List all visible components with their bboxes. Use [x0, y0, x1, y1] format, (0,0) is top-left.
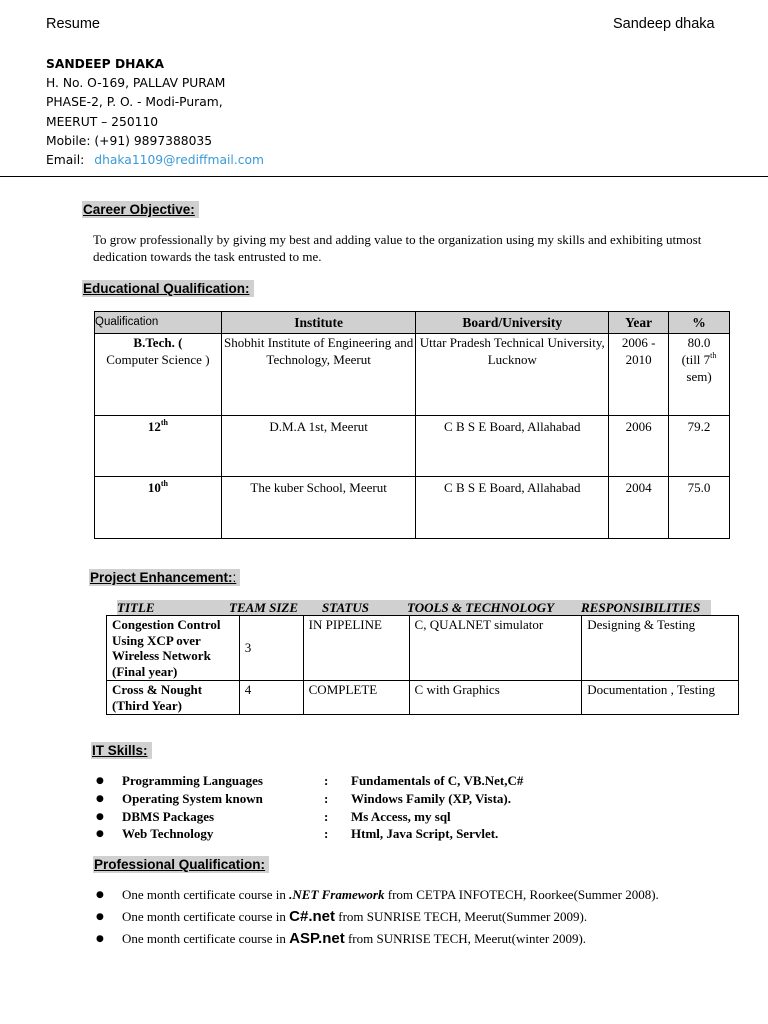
course-prefix: One month certificate course in — [122, 887, 290, 902]
cell-title: Cross & Nought (Third Year) — [107, 681, 240, 715]
education-header-row — [95, 312, 730, 334]
col-board: Board/University — [416, 312, 609, 334]
cell-status: IN PIPELINE — [303, 616, 409, 681]
cell-qualification — [95, 334, 222, 416]
qualification-sup: th — [160, 418, 168, 427]
qualification-line-1: B.Tech. ( — [133, 335, 183, 350]
cell-team-size: 4 — [239, 681, 303, 715]
skill-value: Ms Access, my sql — [351, 808, 451, 824]
skill-colon: : — [324, 773, 329, 788]
course-suffix: from SUNRISE TECH, Meerut(Summer 2009). — [334, 909, 588, 924]
cell-title: Congestion Control Using XCP over Wireless Network (Final year) — [107, 616, 240, 681]
address-line-1: H. No. O-169, PALLAV PURAM — [46, 76, 226, 91]
education-heading: Educational Qualification: — [82, 280, 254, 297]
contact-name: SANDEEP DHAKA — [46, 57, 165, 71]
skill-colon: : — [324, 790, 329, 806]
header-author: Sandeep dhaka — [613, 16, 715, 32]
qualification-text: 12 — [147, 419, 161, 434]
cell-team-size: 3 — [239, 616, 303, 681]
cell-institute: Shobhit Institute of Engineering and Technology, Meerut — [221, 334, 416, 416]
skill-colon: : — [324, 808, 329, 824]
cell-tools: C, QUALNET simulator — [409, 616, 582, 681]
mobile-number: Mobile: (+91) 9897388035 — [46, 133, 213, 148]
percent-value: 80.0 — [687, 335, 711, 350]
col-status: STATUS — [322, 600, 369, 615]
cell-year: 2004 — [609, 477, 669, 539]
qualification-text — [122, 906, 587, 928]
percent-note-sup: th — [710, 351, 717, 360]
cell-year: 2006 — [609, 416, 669, 477]
education-table — [94, 311, 730, 539]
cell-year: 2006 - 2010 — [609, 334, 669, 416]
bullet-icon: ● — [96, 890, 104, 900]
cell-status: COMPLETE — [303, 681, 409, 715]
email-link[interactable]: dhaka1109@rediffmail.com — [94, 153, 264, 168]
cell-institute: The kuber School, Meerut — [221, 477, 416, 539]
bullet-icon: ● — [96, 793, 104, 804]
col-title: TITLE — [117, 600, 155, 615]
course-name: .NET Framework — [289, 887, 385, 902]
cell-qualification — [95, 416, 222, 477]
address-line-3: MEERUT – 250110 — [46, 114, 159, 129]
course-prefix: One month certificate course in — [122, 909, 290, 924]
percent-note — [671, 351, 727, 368]
cell-qualification — [95, 477, 222, 539]
project-heading-text: Project Enhancement: — [90, 570, 233, 585]
skill-colon: : — [324, 826, 329, 842]
skill-value: Fundamentals of C, VB.Net,C# — [351, 773, 524, 788]
course-prefix: One month certificate course in — [122, 931, 290, 946]
course-name: C#.net — [289, 908, 335, 925]
address-line-2: PHASE-2, P. O. - Modi-Puram, — [46, 95, 223, 110]
projects-table — [106, 615, 739, 715]
skill-label: Programming Languages — [122, 773, 263, 788]
course-suffix: from CETPA INFOTECH, Roorkee(Summer 2008). — [384, 887, 659, 902]
skill-label: DBMS Packages — [122, 808, 215, 824]
skill-label: Operating System known — [122, 790, 263, 806]
bullet-icon: ● — [96, 776, 104, 786]
bullet-icon: ● — [96, 912, 104, 922]
it-skills-heading: IT Skills: — [91, 742, 152, 759]
cell-responsibilities: Designing & Testing — [582, 616, 739, 681]
cell-responsibilities: Documentation , Testing — [582, 681, 739, 715]
cell-board: Uttar Pradesh Technical University, Lucknow — [416, 334, 609, 416]
email-row — [46, 151, 264, 170]
cell-percent: 79.2 — [669, 416, 730, 477]
qualification-text: 10 — [147, 480, 161, 495]
bullet-icon: ● — [96, 829, 104, 840]
skill-label: Web Technology — [122, 826, 214, 842]
project-column-headers — [117, 600, 711, 615]
skill-value: Windows Family (XP, Vista). — [351, 790, 511, 806]
cell-percent: 75.0 — [669, 477, 730, 539]
percent-note-2: sem) — [686, 369, 712, 384]
cell-percent — [669, 334, 730, 416]
bullet-icon: ● — [96, 811, 104, 822]
contact-block — [46, 55, 264, 170]
table-row — [95, 477, 730, 539]
project-heading-suffix: : — [232, 570, 237, 585]
col-responsibilities: RESPONSIBILITIES — [581, 600, 701, 615]
table-row — [95, 416, 730, 477]
qualification-text — [122, 928, 586, 950]
email-label: Email: — [46, 153, 85, 168]
cell-tools: C with Graphics — [409, 681, 582, 715]
professional-heading: Professional Qualification: — [93, 856, 269, 873]
qualification-sup: th — [160, 479, 168, 488]
qualification-line-2: Computer Science ) — [106, 352, 210, 367]
col-year: Year — [609, 312, 669, 334]
qualification-text — [122, 884, 659, 906]
course-name: ASP.net — [289, 930, 345, 947]
table-row — [107, 681, 739, 715]
skill-value: Html, Java Script, Servlet. — [351, 826, 499, 842]
col-institute: Institute — [221, 312, 416, 334]
col-team-size: TEAM SIZE — [229, 600, 298, 615]
table-row — [95, 334, 730, 416]
cell-institute: D.M.A 1st, Meerut — [221, 416, 416, 477]
col-percent: % — [669, 312, 730, 334]
percent-note-text: (till 7 — [681, 352, 711, 367]
project-heading — [89, 569, 240, 586]
header-divider — [0, 176, 768, 177]
career-objective-text: To grow professionally by giving my best and adding value to the organization using my skills and exhibiting utmost dedication towards the task entrusted to me. — [93, 232, 702, 264]
table-row — [107, 616, 739, 681]
col-qualification: Qualification — [95, 312, 222, 334]
course-suffix: from SUNRISE TECH, Meerut(winter 2009). — [344, 931, 587, 946]
cell-board: C B S E Board, Allahabad — [416, 477, 609, 539]
career-objective-heading: Career Objective: — [82, 201, 199, 218]
header-title: Resume — [46, 16, 100, 32]
col-tools: TOOLS & TECHNOLOGY — [407, 600, 555, 615]
cell-board: C B S E Board, Allahabad — [416, 416, 609, 477]
bullet-icon: ● — [96, 934, 104, 944]
